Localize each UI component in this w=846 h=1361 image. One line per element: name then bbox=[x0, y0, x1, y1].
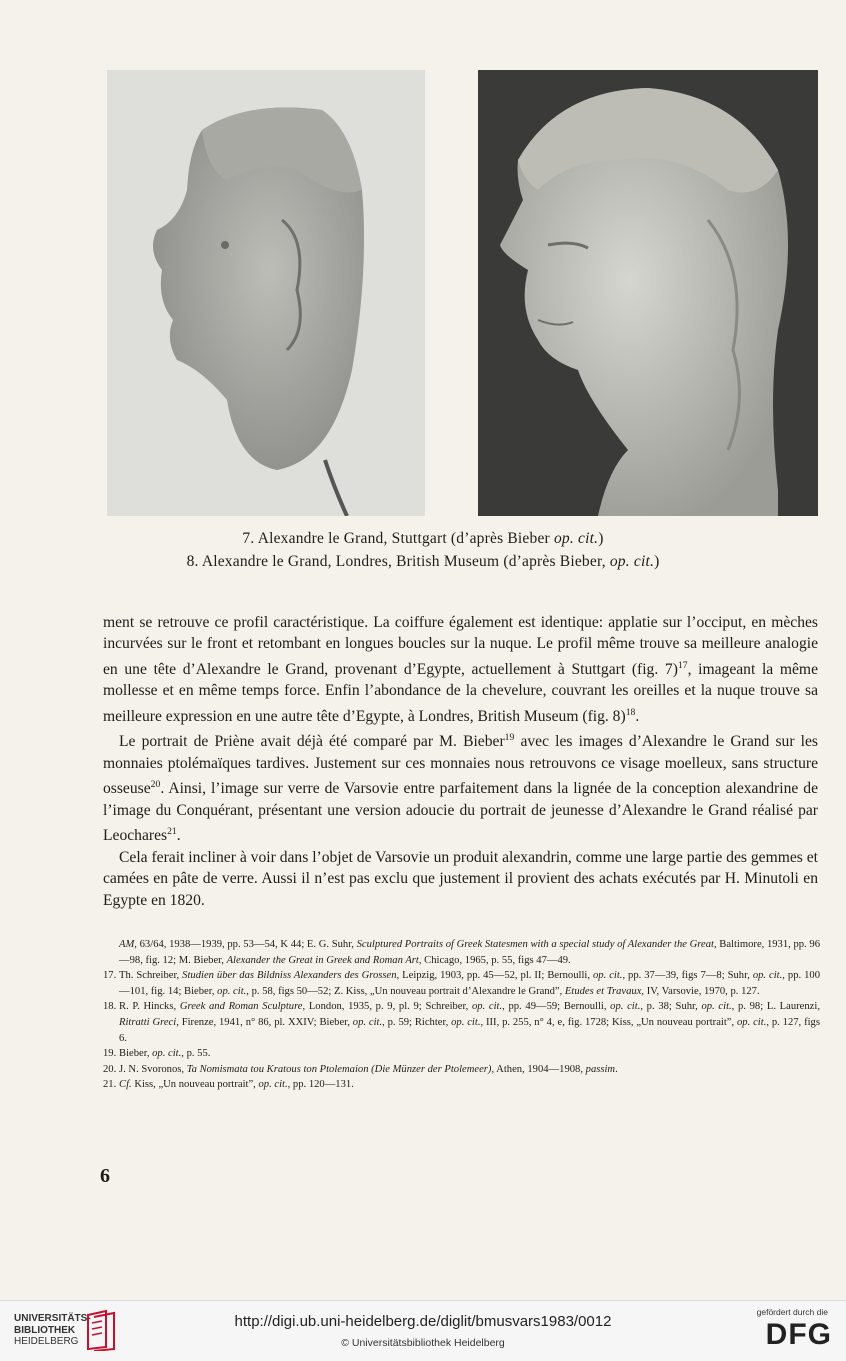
library-name: UNIVERSITÄTS- BIBLIOTHEK HEIDELBERG bbox=[14, 1313, 91, 1347]
copyright-notice: © Universitätsbibliothek Heidelberg bbox=[341, 1337, 505, 1349]
body-text bbox=[103, 612, 818, 911]
footnote-19: 19. Bieber, op. cit., p. 55. bbox=[103, 1048, 211, 1060]
paragraph-2: Le portrait de Priène avait déjà été comparé par M. Bieber$^{19}$ avec les images d’Alexandre le Grand sur les monnaies ptolémaïques tardives. Justement sur ces monnaies nous retrouvons ce visage moelleux, sans structure osseuse$^{20}$. Ainsi, l’image sur verre de Varsovie entre parfaitement dans la lignée de la conception alexandrine de l’image du Conquérant, présentant une version adoucie du portrait de jeunesse d’Alexandre le Grand réalisé par Leochares$^{21}$. bbox=[103, 732, 818, 845]
figure-8-photo bbox=[478, 70, 818, 516]
page-number: 6 bbox=[100, 1165, 110, 1187]
footnote-17: 17. Th. Schreiber, Studien über das Bildniss Alexanders des Grossen, Leipzig, 1903, pp. 45—52, pl. II; Bernoulli, op. cit., pp. 37—39, figs 7—8; Suhr, op. cit., pp. 100—101, fig. 14; Bieber, op. cit., p. 58, figs 50—52; Z. Kiss, „Un nouveau portrait d’Alexandre le Grand”, Etudes et Travaux, IV, Varsovie, 1970, p. 127. bbox=[103, 970, 820, 997]
funder-caption: gefördert durch die bbox=[756, 1307, 828, 1317]
footnotes bbox=[103, 937, 820, 1093]
figure-7-caption: 7. Alexandre le Grand, Stuttgart (d’après Bieber op. cit.) bbox=[242, 530, 604, 547]
figure-7-photo bbox=[107, 70, 425, 516]
footnote-21: 21. Cf. Kiss, „Un nouveau portrait”, op. cit., pp. 120—131. bbox=[103, 1079, 354, 1091]
dfg-logo: DFG bbox=[765, 1318, 832, 1351]
permalink-url[interactable]: http://digi.ub.uni-heidelberg.de/diglit/bmusvars1983/0012 bbox=[234, 1313, 612, 1330]
footnote-18: 18. R. P. Hincks, Greek and Roman Sculpture, London, 1935, p. 9, pl. 9; Schreiber, op. cit., pp. 49—59; Bernoulli, op. cit., p. 38; Suhr, op. cit., p. 98; L. Laurenzi, Ritratti Greci, Firenze, 1941, n° 86, pl. XXIV; Bieber, op. cit., p. 59; Richter, op. cit., III, p. 255, n° 4, e, fig. 1728; Kiss, „Un nouveau portrait”, op. cit., p. 127, figs 6. bbox=[103, 1001, 820, 1044]
paragraph-3: Cela ferait incliner à voir dans l’objet de Varsovie un produit alexandrin, comme une large partie des gemmes et camées en pâte de verre. Aussi il n’est pas exclu que justement il provient des achats exécutés par H. Minutoli en Egypte en 1820. bbox=[103, 849, 818, 909]
viewer-footer bbox=[0, 1300, 846, 1361]
footnote-20: 20. J. N. Svoronos, Ta Nomismata tou Kratous ton Ptolemaion (Die Münzer der Ptolemeer), Athen, 1904—1908, passim. bbox=[103, 1063, 618, 1075]
footnote-continuation: AM, 63/64, 1938—1939, pp. 53—54, K 44; E. G. Suhr, Sculptured Portraits of Greek Statesmen with a special study of Alexander the Great, Baltimore, 1931, pp. 96—98, fig. 12; M. Bieber, Alexander the Great in Greek and Roman Art, Chicago, 1965, p. 55, figs 47—49. bbox=[119, 939, 820, 966]
paragraph-1: ment se retrouve ce profil caractéristique. La coiffure également est identique: applatie sur l’occiput, en mèches incurvées sur le front et retombant en longues boucles sur la nuque. Le profil même trouve sa meilleure analogie en une tête d’Alexandre le Grand, provenant d’Egypte, actuellement à Stuttgart (fig. 7)$^{17}$, imageant la même mollesse et en même temps force. Enfin l’abondance de la chevelure, couvrant les oreilles et la nuque trouve sa meilleure expression en une autre tête d’Egypte, à Londres, British Museum (fig. 8)$^{18}$. bbox=[103, 614, 818, 725]
figure-8-caption: 8. Alexandre le Grand, Londres, British Museum (d’après Bieber, op. cit.) bbox=[186, 553, 660, 570]
